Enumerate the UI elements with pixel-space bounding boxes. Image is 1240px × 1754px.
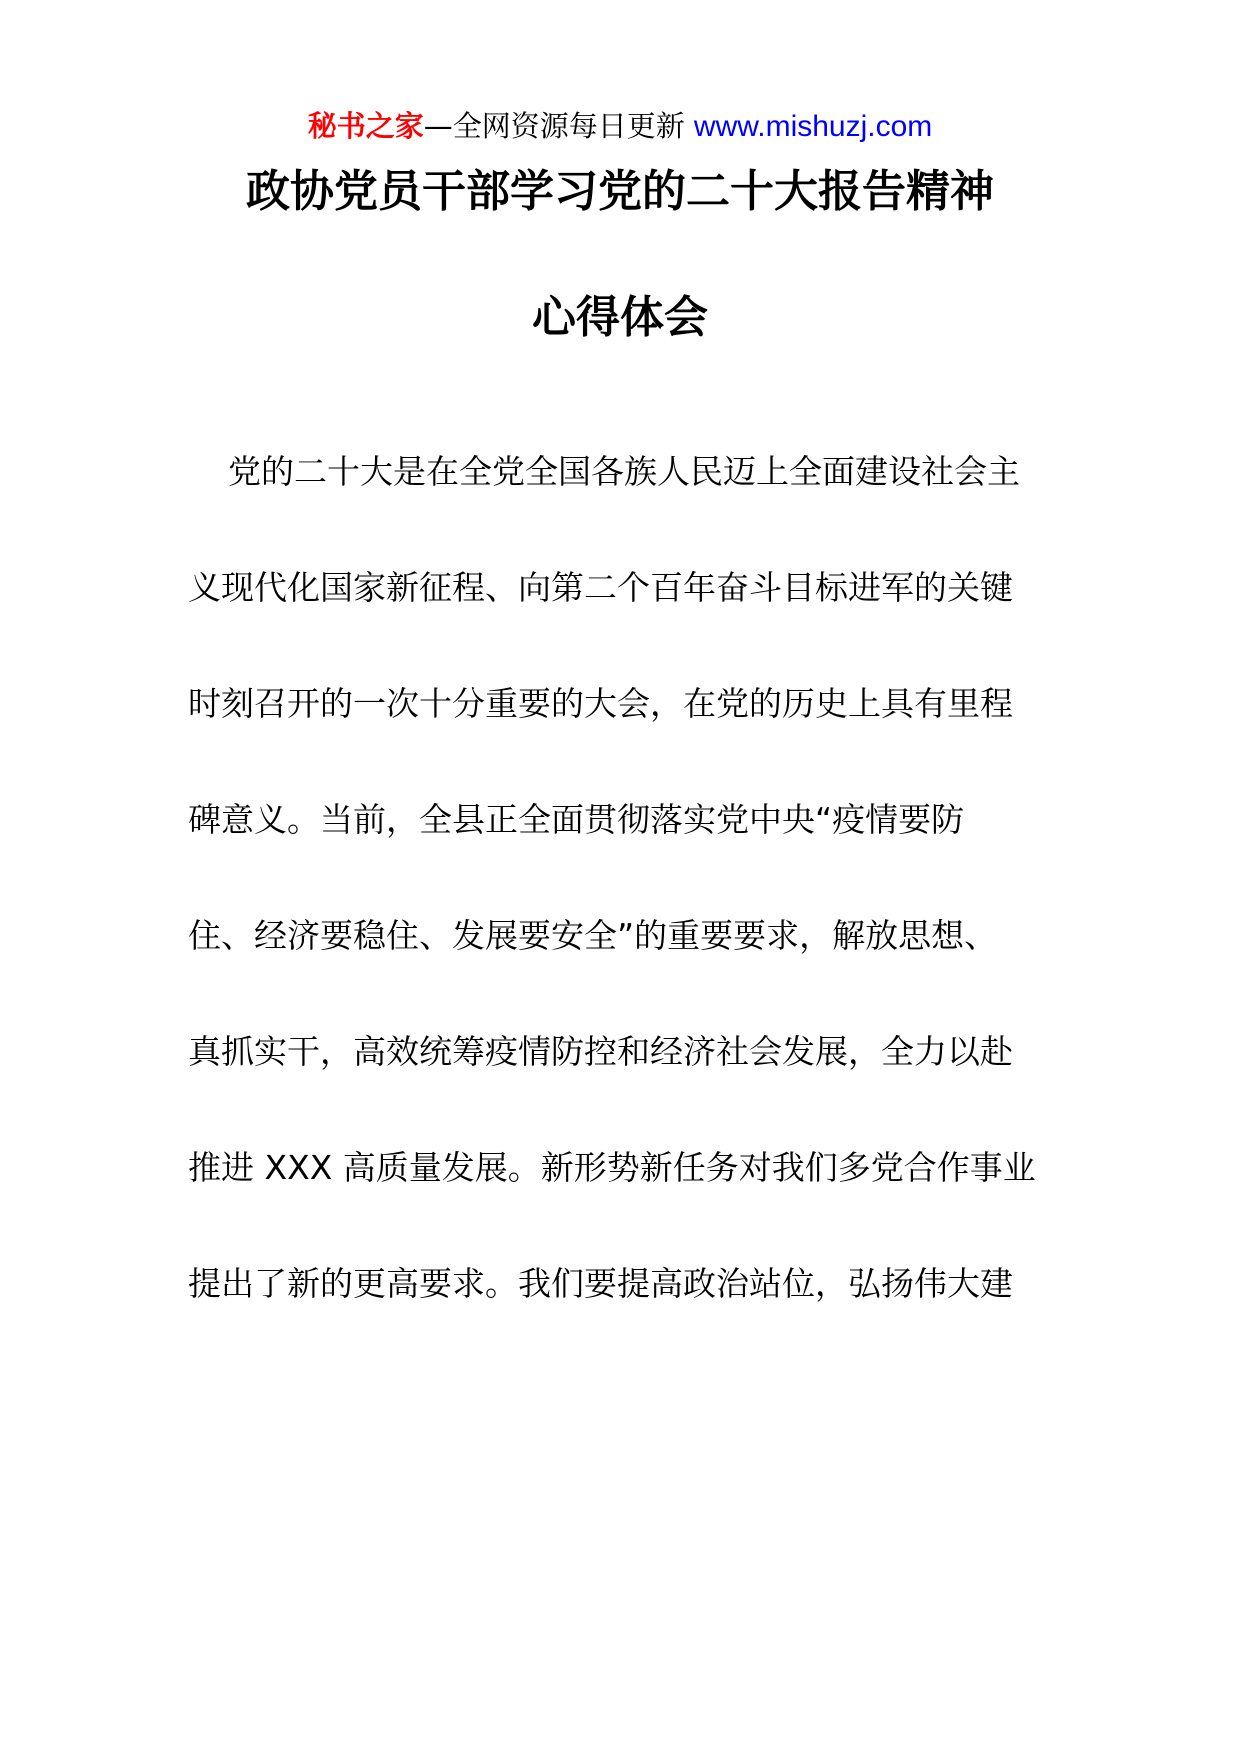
site-url-link[interactable]: www.mishuzj.com — [693, 110, 933, 143]
body-text-line: 党的二十大是在全党全国各族人民迈上全面建设社会主 — [228, 452, 1020, 491]
site-header — [0, 106, 1240, 147]
body-text-line: 提出了新的更高要求。我们要提高政治站位，弘扬伟大建 — [188, 1264, 1013, 1303]
document-title-line-1: 政协党员干部学习党的二十大报告精神 — [246, 166, 994, 217]
body-text-line: 真抓实干，高效统筹疫情防控和经济社会发展，全力以赴 — [188, 1032, 1013, 1071]
body-text-line: 义现代化国家新征程、向第二个百年奋斗目标进军的关键 — [188, 568, 1013, 607]
body-text-line: 碑意义。当前，全县正全面贯彻落实党中央“疫情要防 — [188, 800, 965, 839]
body-text-line: 时刻召开的一次十分重要的大会，在党的历史上具有里程 — [188, 684, 1013, 723]
brand-name: 秘书之家 — [307, 109, 424, 143]
site-tagline: —全网资源每日更新 — [423, 109, 694, 143]
body-text-line: 推进 XXX 高质量发展。新形势新任务对我们多党合作事业 — [188, 1148, 1036, 1187]
body-text-line: 住、经济要稳住、发展要安全”的重要要求，解放思想、 — [188, 916, 998, 955]
document-title-line-2: 心得体会 — [532, 292, 708, 343]
